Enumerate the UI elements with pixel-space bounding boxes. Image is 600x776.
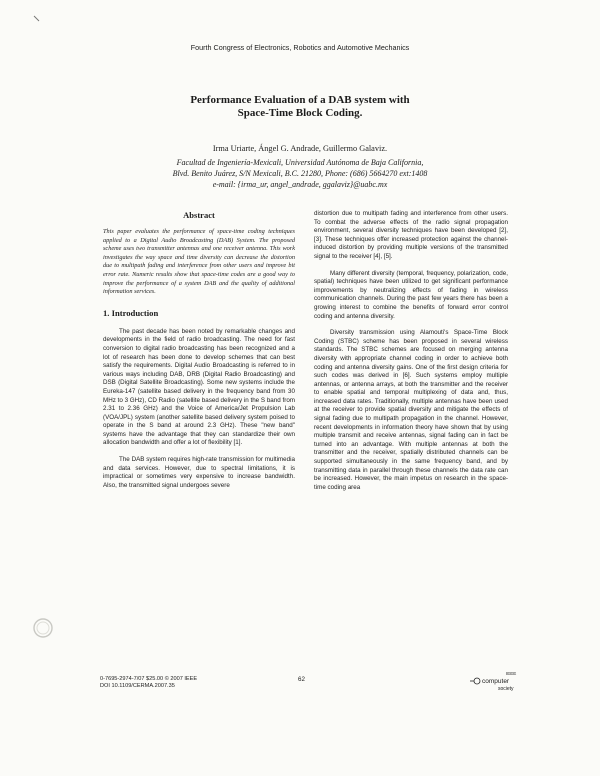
footer-isbn: 0-7695-2974-7/07 $25.00 © 2007 IEEE bbox=[100, 676, 198, 682]
introduction-heading: 1. Introduction bbox=[103, 307, 159, 318]
footer-doi: DOI 10.1109/CERMA.2007.35 bbox=[100, 683, 175, 689]
intro-paragraph-2: The DAB system requires high-rate transmission for multimedia and data services. However, due to spectral limitations, it is impractical or sometimes very expensive to increase bandwidth. Also, the transmitted signal undergoes severe bbox=[103, 456, 295, 489]
intro-paragraph-1: The past decade has been noted by remarkable changes and developments in the field of radio broadcasting. The need for fast conversion to digital radio broadcasting has been recognized and a lot of research has been done to develop schemes that can best satisfy the requirements. Digital Audio Broadcasting is referred to in various ways including DAB, DRB (Digital Radio Broadcasting) and DSB (Digital Satellite Broadcasting). Some new systems include the Eureka-147 (satellite based delivery in the frequency band from 30 MHz to 3 GHz), CD Radio (satellite based delivery in the S band from 2.31 to 2.36 GHz) and the Voice of America/Jet Propulsion Lab (VOA/JPL) system (another satellite based delivery system poised to operate in the S band at around 2.3 GHz). These "new band" systems have the advantage that they can standardize their own allocation bandwidth and offer a lot of flexibility [1]. bbox=[103, 327, 295, 447]
footer-identifiers bbox=[100, 676, 197, 690]
abstract-heading: Abstract bbox=[183, 210, 215, 220]
logo-society-text: society bbox=[498, 686, 514, 692]
right-paragraph-3: Diversity transmission using Alamouti's Space-Time Block Coding (STBC) scheme has been proposed in several wireless standards. The STBC schemes are focused on merging antenna diversity with appropriate channel coding in order to achieve both coding and antenna diversity gains. One of the first design criteria for such codes was derived in [6]. Such systems employ multiple antennas, or antenna arrays, at both the transmitter and the receiver to enable spatial and temporal multiplexing of data and, thus, increased data rates. Traditionally, multiple antennas have been used at the receiver to provide spatial diversity and mitigate the effects of signal fading due to multipath propagation in the channel. However, recent developments in information theory have shown that by using multiple transmit and receive antennas, signal fading can in fact be turned into an advantage. With multiple antennas at both the transmitter and the receiver, spatially distributed channels can be supported simultaneously in the same frequency band, and by transmitting data in parallel through these channels the data rate can be increased. However, the main impetus on research in the space-time coding area bbox=[314, 329, 508, 491]
left-column bbox=[103, 210, 295, 490]
right-paragraph-2: Many different diversity (temporal, frequency, polarization, code, spatial) techniques have been utilized to get significant performance improvements by neutralizing effects of fading in wireless communication channels. During the past few years there has been a growing interest to combine the benefits of forward error control coding and antenna diversity. bbox=[314, 269, 508, 320]
affiliation-line-1: Facultad de Ingeniería-Mexicali, Universidad Autónoma de Baja California, bbox=[176, 158, 424, 167]
abstract-text: This paper evaluates the performance of space-time coding techniques applied to a Digital Audio Broadcasting (DAB) System. The proposed scheme uses two transmitter antennas and one receiver antenna. This work investigates the way space and time diversity can decrease the distortion due to multipath fading and interference from other users and improve bit error rate. Numeric results show that space-time codes are a good way to improve the performance of a system DAB and the quality of additional information services. bbox=[103, 228, 295, 296]
logo-computer-text: computer bbox=[482, 678, 510, 685]
punch-hole-icon bbox=[32, 617, 54, 639]
affiliation-line-2: Blvd. Benito Juárez, S/N Mexicali, B.C. 21280, Phone: (686) 5664270 ext:1408 bbox=[172, 169, 428, 178]
page-number: 62 bbox=[298, 676, 305, 683]
paper-title bbox=[120, 94, 480, 120]
right-paragraph-1: distortion due to multipath fading and interference from other users. To combat the adverse effects of the radio signal propagation environment, several diversity techniques have been developed [2], [3]. These techniques offer increased protection against the channel-induced distortion by providing multiple versions of the transmitted signal to the receiver [4], [5]. bbox=[314, 210, 508, 260]
author-list: Irma Uriarte, Ángel G. Andrade, Guillermo Galaviz. bbox=[212, 144, 388, 153]
title-line-2: Space-Time Block Coding. bbox=[237, 107, 363, 119]
scan-mark-icon bbox=[33, 10, 41, 18]
ieee-computer-society-logo-icon bbox=[468, 669, 518, 693]
logo-ieee-text: IEEE bbox=[506, 671, 517, 676]
right-column bbox=[314, 210, 508, 492]
title-line-1: Performance Evaluation of a DAB system with bbox=[190, 94, 410, 106]
conference-header: Fourth Congress of Electronics, Robotics and Automotive Mechanics bbox=[190, 43, 410, 52]
affiliation bbox=[90, 157, 510, 190]
affiliation-email: e-mail: {irma_ur, angel_andrade, ggalaviz}@uabc.mx bbox=[212, 180, 388, 189]
